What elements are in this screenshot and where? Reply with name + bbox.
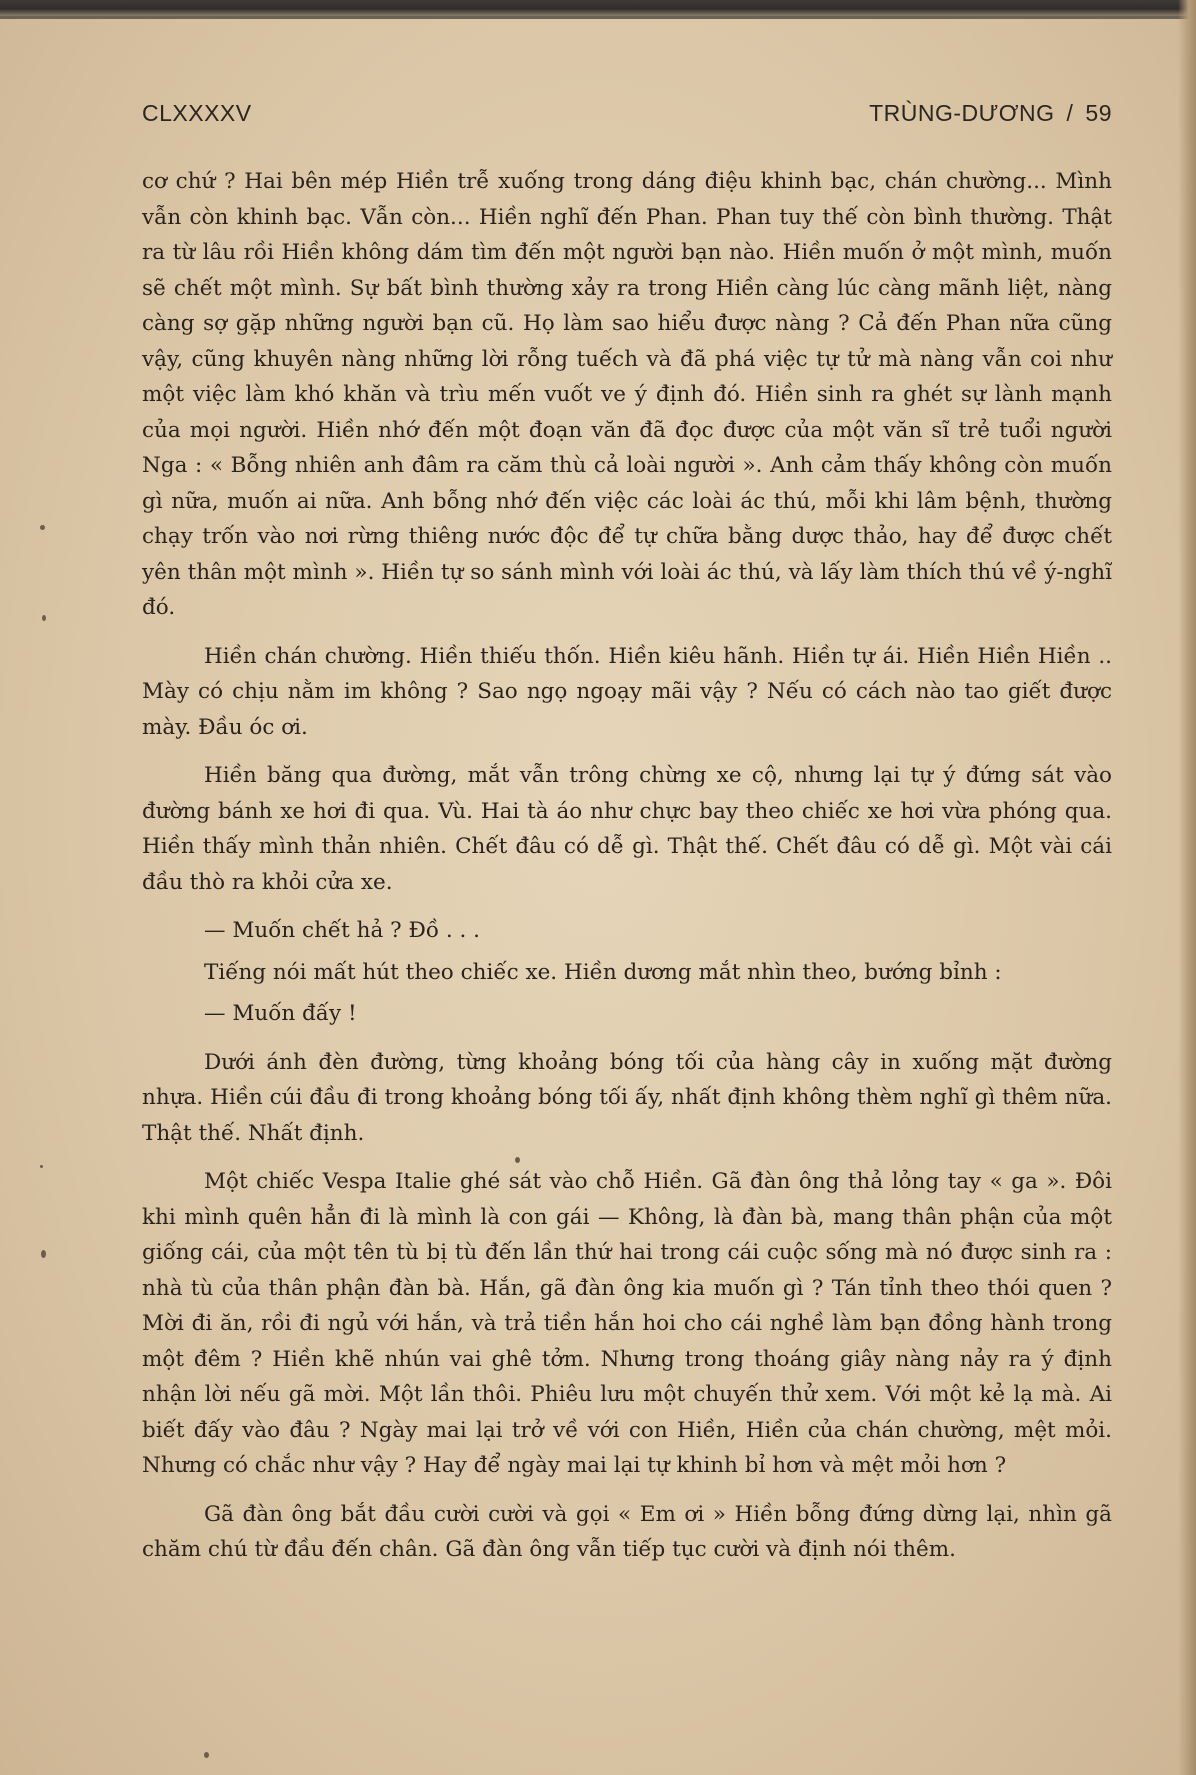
header-author-page bbox=[869, 100, 1112, 127]
top-border bbox=[0, 0, 1196, 16]
paragraph-6: Một chiếc Vespa Italie ghé sát vào chỗ Hiền. Gã đàn ông thả lỏng tay « ga ». Đôi khi mình quên hẳn đi là mình là con gái — Không, là đàn bà, mang thân phận của một giống cái, của một tên tù bị tù đến lần thứ hai trong cái cuộc sống mà nó được sinh ra : nhà tù của thân phận đàn bà. Hắn, gã đàn ông kia muốn gì ? Tán tỉnh theo thói quen ? Mời đi ăn, rồi đi ngủ với hắn, và trả tiền hắn hoi cho cái nghề làm bạn đồng hành trong một đêm ? Hiền khẽ nhún vai ghê tởm. Nhưng trong thoáng giây nàng nảy ra ý định nhận lời nếu gã mời. Một lần thôi. Phiêu lưu một chuyến thử xem. Với một kẻ lạ mà. Ai biết đấy vào đâu ? Ngày mai lại trở về với con Hiền, Hiền của chán chường, mệt mỏi. Nhưng có chắc như vậy ? Hay để ngày mai lại tự khinh bỉ hơn và mệt mỏi hơn ? bbox=[142, 1169, 1112, 1478]
header-separator: / bbox=[1066, 100, 1074, 126]
paper-speck bbox=[42, 615, 46, 621]
page-body bbox=[142, 164, 1112, 1581]
header-author: TRÙNG-DƯƠNG bbox=[869, 100, 1055, 126]
paragraph-7: Gã đàn ông bắt đầu cười cười và gọi « Em ơi » Hiền bỗng đứng dừng lại, nhìn gã chăm chú từ đầu đến chân. Gã đàn ông vẫn tiếp tục cười và định nói thêm. bbox=[142, 1501, 1112, 1562]
paragraph-5: Dưới ánh đèn đường, từng khoảng bóng tối của hàng cây in xuống mặt đường nhựa. Hiền cúi đầu đi trong khoảng bóng tối ấy, nhất định không thèm nghĩ gì thêm nữa. Thật thế. Nhất định. bbox=[142, 1049, 1112, 1146]
page-edge-shadow bbox=[1178, 0, 1196, 1775]
page-number: 59 bbox=[1085, 100, 1112, 126]
paragraph-2: Hiền chán chường. Hiền thiếu thốn. Hiền kiêu hãnh. Hiền tự ái. Hiền Hiền Hiền .. Mày có chịu nằm im không ? Sao ngọ ngoạy mãi vậy ? Nếu có cách nào tao giết được mày. Đầu óc ơi. bbox=[142, 643, 1112, 740]
paper-speck bbox=[204, 1752, 209, 1758]
chapter-numeral: CLXXXXV bbox=[142, 100, 252, 126]
paper-speck bbox=[40, 525, 45, 530]
dialogue-line-2: — Muốn đấy ! bbox=[204, 1001, 357, 1026]
paper-speck bbox=[515, 1157, 520, 1163]
running-header bbox=[142, 100, 1112, 140]
dialogue-line-1: — Muốn chết hả ? Đồ . . . bbox=[204, 918, 480, 943]
paragraph-1: cơ chứ ? Hai bên mép Hiền trễ xuống trong dáng điệu khinh bạc, chán chường... Mình vẫn còn khinh bạc. Vẫn còn... Hiền nghĩ đến Phan. Phan tuy thế còn bình thường. Thật ra từ lâu rồi Hiền không dám tìm đến một người bạn nào. Hiền muốn ở một mình, muốn sẽ chết một mình. Sự bất bình thường xảy ra trong Hiền càng lúc càng mãnh liệt, nàng càng sợ gặp những người bạn cũ. Họ làm sao hiểu được nàng ? Cả đến Phan nữa cũng vậy, cũng khuyên nàng những lời rỗng tuếch và đã phá việc tự tử mà nàng vẫn coi như một việc làm khó khăn và trìu mến vuốt ve ý định đó. Hiền sinh ra ghét sự lành mạnh của mọi người. Hiền nhớ đến một đoạn văn đã đọc được của một văn sĩ trẻ tuổi người Nga : « Bỗng nhiên anh đâm ra căm thù cả loài người ». Anh cảm thấy không còn muốn gì nữa, muốn ai nữa. Anh bỗng nhớ đến việc các loài ác thú, mỗi khi lâm bệnh, thường chạy trốn vào nơi rừng thiêng nước độc để tự chữa bằng dược thảo, hay để được chết yên thân một mình ». Hiền tự so sánh mình với loài ác thú, và lấy làm thích thú về ý-nghĩ đó. bbox=[142, 169, 1112, 620]
paper-speck bbox=[41, 1250, 46, 1258]
paragraph-4: Tiếng nói mất hút theo chiếc xe. Hiền dương mắt nhìn theo, bướng bỉnh : bbox=[204, 959, 1002, 985]
paragraph-3: Hiền băng qua đường, mắt vẫn trông chừng xe cộ, nhưng lại tự ý đứng sát vào đường bánh xe hơi đi qua. Vù. Hai tà áo như chực bay theo chiếc xe hơi vừa phóng qua. Hiền thấy mình thản nhiên. Chết đâu có dễ gì. Thật thế. Chết đâu có dễ gì. Một vài cái đầu thò ra khỏi cửa xe. bbox=[142, 763, 1112, 895]
paper-speck bbox=[40, 1165, 43, 1168]
